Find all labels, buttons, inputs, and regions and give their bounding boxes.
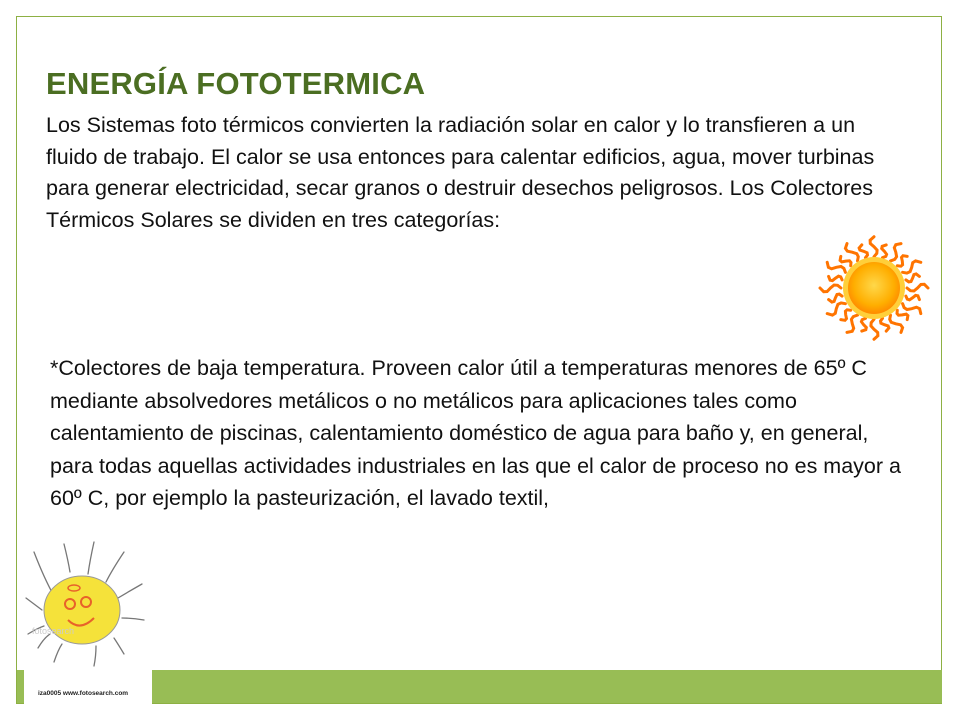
sun-ray xyxy=(840,256,851,265)
sun-ray xyxy=(827,303,845,315)
sun-ray xyxy=(907,284,928,291)
sun-ray xyxy=(881,318,889,331)
sun-ray xyxy=(847,315,858,332)
sun-ray xyxy=(861,318,866,331)
svg-text:fotosearch: fotosearch xyxy=(32,626,75,636)
intro-paragraph: Los Sistemas foto térmicos convierten la radiación solar en calor y lo transfieren a un fluido de trabajo. El calor se usa entonces para calentar edificios, agua, mover turbinas para generar electricidad, secar granos o destruir desechos peligrosos. Los Colectores Térmicos Solares se dividen en tres categorías: xyxy=(46,113,875,232)
sun-ray xyxy=(882,245,887,258)
sun-ray xyxy=(870,237,877,257)
sun-ray xyxy=(891,244,902,261)
sun-ray xyxy=(827,262,845,272)
bullet-paragraph: *Colectores de baja temperatura. Proveen calor útil a temperaturas menores de 65º C mediante absolvedores metálicos o no metálicos para aplicaciones tales como calentamiento de piscinas, calentamiento doméstico de agua para baño y, en general, para todas aquellas actividades industriales en las que el calor de proceso no es mayor a 60º C, por ejemplo la pasteurización, el lavado textil, xyxy=(50,356,901,510)
sun-ray xyxy=(906,274,920,282)
watermark-text: iza0005 www.fotosearch.com xyxy=(38,690,129,697)
sun-ray xyxy=(871,319,878,339)
sun-ray xyxy=(903,261,921,273)
sun-ray xyxy=(903,304,921,314)
hand-drawn-sun xyxy=(24,538,152,704)
sun-ray xyxy=(829,276,843,281)
sun-icon xyxy=(806,232,944,344)
sun-ray xyxy=(859,245,867,258)
sun-ray xyxy=(906,295,920,300)
sun-ray xyxy=(845,244,858,261)
sun-ray xyxy=(841,310,851,321)
bottom-accent-bar xyxy=(17,670,942,703)
sun-ray xyxy=(820,285,841,292)
sun-ray xyxy=(897,256,907,267)
sun-ray xyxy=(829,294,843,302)
sun-ray xyxy=(897,310,908,319)
slide-title: ENERGÍA FOTOTERMICA xyxy=(46,66,426,101)
sun-ray xyxy=(890,315,903,332)
